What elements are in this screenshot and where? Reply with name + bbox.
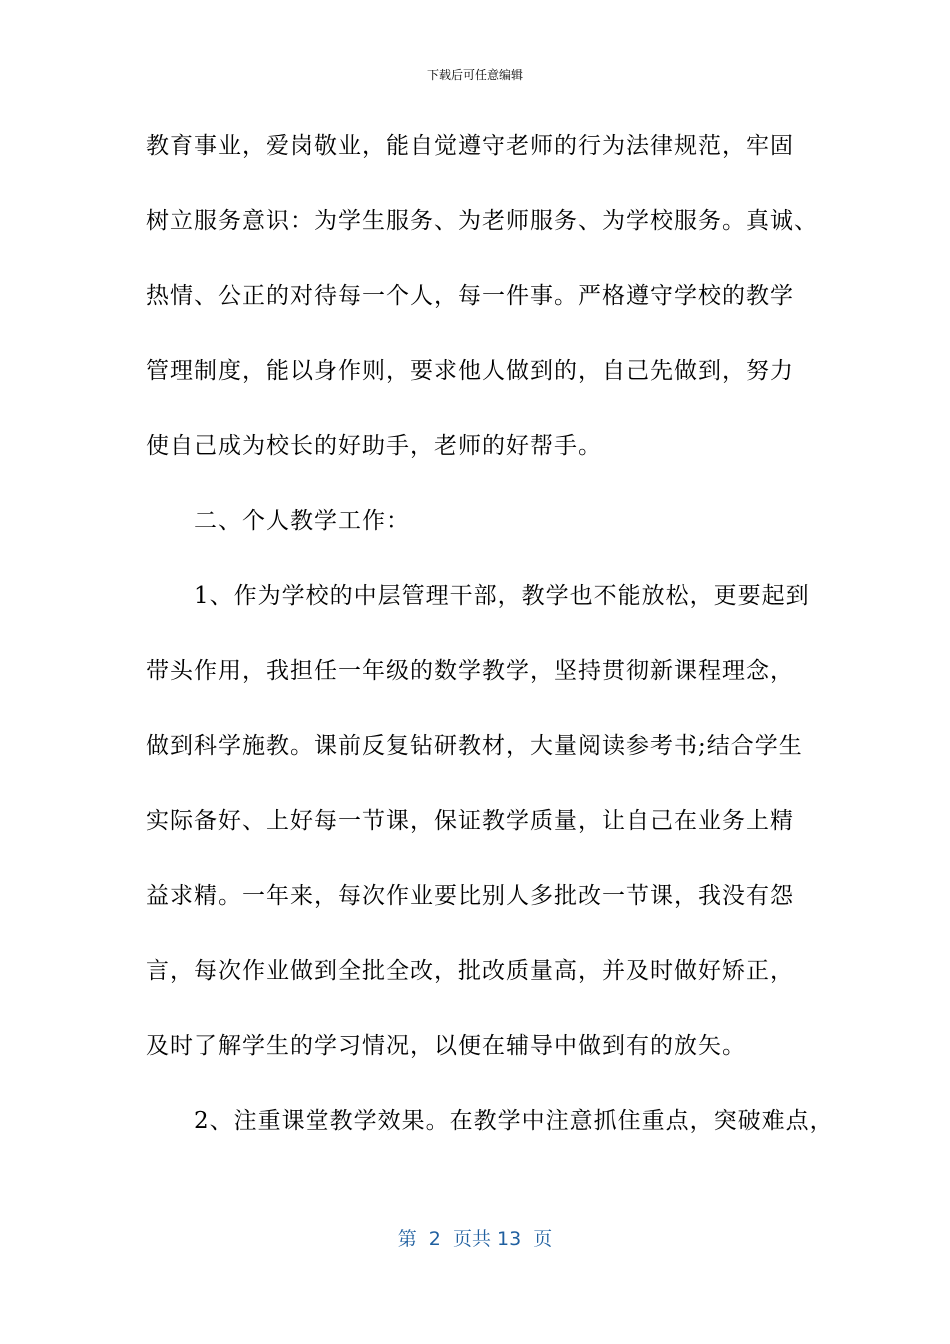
text-line: 2、注重课堂教学效果。在教学中注意抓住重点，突破难点， <box>146 1108 834 1134</box>
text-line: 实际备好、上好每一节课，保证教学质量，让自己在业务上精 <box>146 808 794 834</box>
text-line: 带头作用，我担任一年级的数学教学，坚持贯彻新课程理念， <box>146 658 794 684</box>
text-line: 1、作为学校的中层管理干部，教学也不能放松，更要起到 <box>146 583 810 609</box>
page-number-footer: 第 2 页共 13 页 <box>397 1228 553 1250</box>
text-line: 使自己成为校长的好助手，老师的好帮手。 <box>146 433 602 459</box>
page-header: 下载后可任意编辑 <box>426 68 523 82</box>
text-line: 热情、公正的对待每一个人，每一件事。严格遵守学校的教学 <box>146 283 794 309</box>
text-line: 管理制度，能以身作则，要求他人做到的，自己先做到，努力 <box>146 358 794 384</box>
text-line: 益求精。一年来，每次作业要比别人多批改一节课，我没有怨 <box>146 883 794 909</box>
document-body <box>146 127 834 1177</box>
text-line: 教育事业，爱岗敬业，能自觉遵守老师的行为法律规范，牢固 <box>146 133 794 159</box>
text-line: 言，每次作业做到全批全改，批改质量高，并及时做好矫正， <box>146 958 794 984</box>
section-heading: 二、个人教学工作： <box>146 508 410 534</box>
text-line: 树立服务意识：为学生服务、为老师服务、为学校服务。真诚、 <box>146 208 818 234</box>
text-line: 及时了解学生的学习情况，以便在辅导中做到有的放矢。 <box>146 1033 746 1059</box>
text-line: 做到科学施教。课前反复钻研教材，大量阅读参考书;结合学生 <box>146 733 803 759</box>
